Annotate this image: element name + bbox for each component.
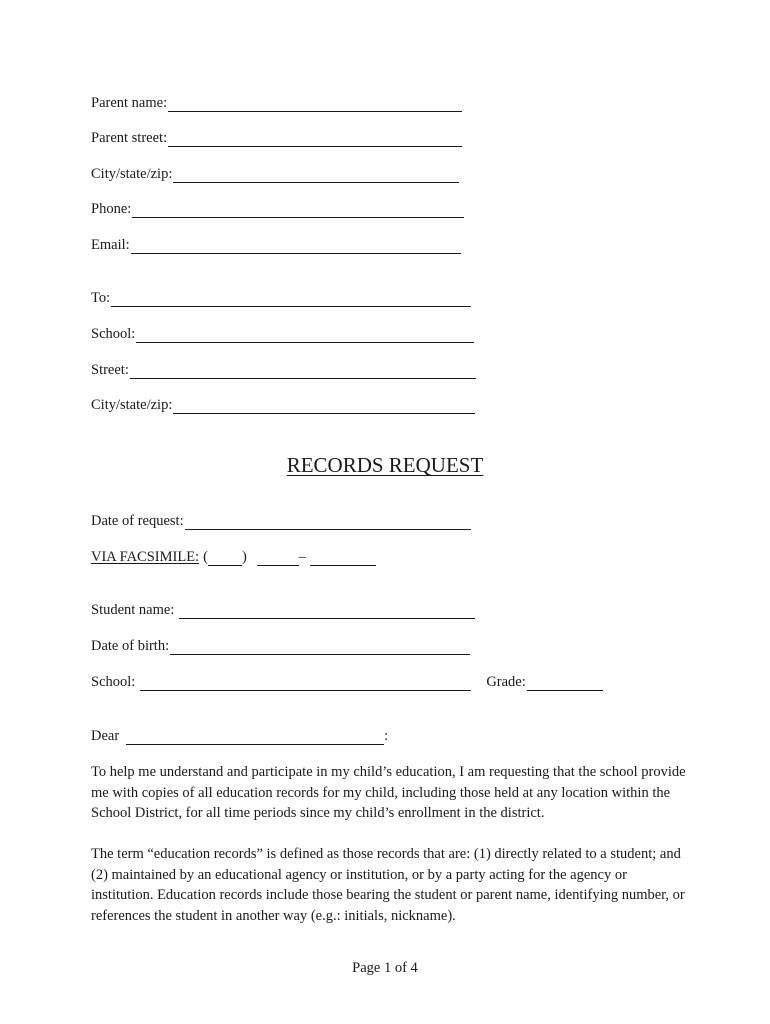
parent-city-field[interactable] [173,168,459,183]
to-row [91,289,471,307]
body-paragraph-2-text: The term “education records” is defined as those records that are: (1) directly related to a student; and (2) maintained by an educational agency or institution, or by a party acting for the agency or institution. Education records include those bearing the student or parent name, identifying number, or references the student in another way (e.g.: initials, nickname). [91,846,685,924]
fax-area-code-field[interactable] [208,551,242,566]
recipient-city-field[interactable] [173,399,475,414]
fax-dash: – [298,549,307,565]
date-of-request-row [91,512,471,530]
parent-city-label: City/state/zip: [91,166,173,182]
body-paragraph-1 [91,762,691,824]
student-name-label: Student name: [91,602,175,618]
date-of-birth-label: Date of birth: [91,638,170,654]
recipient-city-label: City/state/zip: [91,397,173,413]
body-paragraph-2 [91,844,691,926]
recipient-city-row [91,396,475,414]
body-paragraph-1-text: To help me understand and participate in my child’s education, I am requesting that the school provide me with copies of all education records for my child, including those held at any location within the School District, for all time periods since my child’s enrollment in the district. [91,764,686,821]
page-number-text: Page 1 of 4 [352,960,418,976]
parent-city-row [91,165,459,183]
parent-street-field[interactable] [168,132,462,147]
recipient-school-row [91,325,474,343]
student-name-row [91,601,475,619]
email-label: Email: [91,237,130,253]
document-title-text: RECORDS REQUEST [286,453,484,477]
email-field[interactable] [131,239,461,254]
fax-row [91,548,376,566]
parent-street-label: Parent street: [91,130,168,146]
date-of-request-label: Date of request: [91,513,184,529]
student-school-field[interactable] [140,676,471,691]
phone-label: Phone: [91,201,132,217]
parent-name-label: Parent name: [91,95,168,111]
recipient-school-label: School: [91,326,136,342]
student-name-field[interactable] [179,604,475,619]
salutation-colon: : [384,728,389,744]
page-number [0,960,770,977]
grade-field[interactable] [527,676,603,691]
parent-name-field[interactable] [168,97,462,112]
grade-label: Grade: [486,674,526,690]
student-school-label: School: [91,674,136,690]
salutation-name-field[interactable] [126,730,384,745]
parent-street-row [91,129,462,147]
date-of-birth-row [91,637,470,655]
salutation-row [91,727,388,745]
parent-name-row [91,94,462,112]
student-school-row [91,673,603,691]
date-of-birth-field[interactable] [170,640,470,655]
fax-open-paren: ( [203,549,208,565]
to-label: To: [91,290,111,306]
fax-label: VIA FACSIMILE: [91,549,200,565]
recipient-street-field[interactable] [130,364,476,379]
recipient-street-row [91,361,476,379]
to-field[interactable] [111,292,471,307]
date-of-request-field[interactable] [185,515,471,530]
recipient-school-field[interactable] [136,328,474,343]
fax-line-field[interactable] [310,551,376,566]
email-row [91,236,461,254]
document-title [0,453,770,477]
fax-close-paren: ) [241,549,247,565]
phone-field[interactable] [132,203,464,218]
dear-label: Dear [91,728,120,744]
recipient-street-label: Street: [91,362,129,378]
fax-prefix-field[interactable] [257,551,299,566]
phone-row [91,200,464,218]
